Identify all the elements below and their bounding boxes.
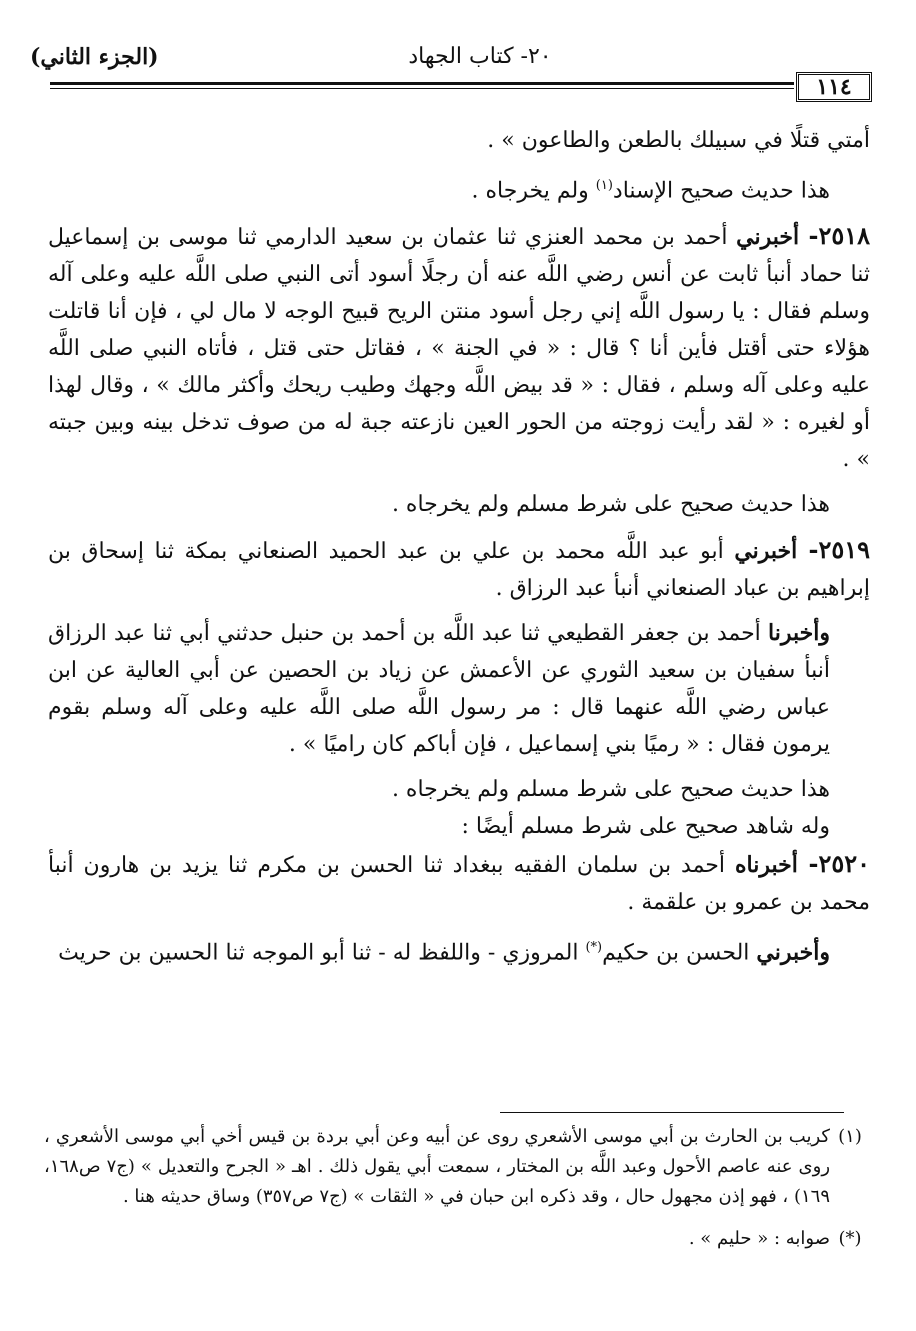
text-run: هذا حديث صحيح الإسناد [612,178,830,204]
footnote-separator [500,1112,844,1113]
keyword: وأخبرني [756,939,830,966]
footnote-1 [44,1122,870,1212]
hadith-2519 [48,531,870,607]
hadith-text: أبو عبد اللَّه محمد بن علي بن عبد الحميد الصنعاني بمكة ثنا إسحاق بن إبراهيم بن عباد الصنعاني أنبأ عبد الرزاق . [48,539,870,602]
hadith-number: ٢٥٢٠- [808,849,870,879]
main-text [48,122,870,972]
grading-note [48,771,870,808]
hadith-2520 [48,845,870,921]
supporting-note [48,808,870,845]
text-run: الحسن بن حكيم [602,940,757,966]
footnotes [44,1122,870,1254]
footnote-ref: (*) [585,940,603,956]
footnote-ref: (١) [595,178,613,193]
text-run: ولم يخرجاه . [471,178,596,204]
hadith-2518 [48,217,870,478]
hadith-text: أحمد بن سلمان الفقيه ببغداد ثنا الحسن بن مكرم ثنا يزيد بن هارون أنبأ محمد بن عمرو بن علقمة . [48,853,870,916]
page-number: ١١٤ [796,72,872,102]
keyword: أخبرناه [734,852,809,879]
text-run: المروزي - واللفظ له - ثنا أبو الموجه ثنا الحسين بن حريث [58,940,586,966]
isnad-paragraph [48,615,870,763]
running-title: ٢٠- كتاب الجهاد [408,44,552,69]
grading-note [48,167,870,209]
keyword: أخبرني [736,224,809,251]
footnote-2 [44,1224,870,1254]
isnad-paragraph [48,929,870,971]
header-rule [50,82,794,85]
text-run: وله شاهد صحيح على شرط مسلم أيضًا : [461,814,830,840]
footnote-marker: (*) [838,1228,862,1249]
footnote-text: صوابه : « حليم » . [688,1228,830,1249]
hadith-number: ٢٥١٨- [808,221,870,251]
footnote-text: كريب بن الحارث بن أبي موسى الأشعري روى عن أبيه وعن أبي بردة بن قيس أخي أبي موسى الأشعري ، روى عنه عاصم الأحول وعبد اللَّه بن المختار ، سمعت أبي يقول ذلك . اهـ « الجرح والتعديل » (ج٧ ص١٦٨، ١٦٩) ، فهو إذن مجهول حال ، وقد ذكره ابن حبان في « الثقات » (ج٧ ص٣٥٧) وساق حديثه هنا . [44,1126,831,1207]
text-run: أمتي قتلًا في سبيلك بالطعن والطاعون » . [487,128,870,153]
volume-label: (الجزء الثاني) [30,44,159,70]
hadith-text: أحمد بن محمد العنزي ثنا عثمان بن سعيد الدارمي ثنا موسى بن إسماعيل ثنا حماد أنبأ ثابت عن أنس رضي اللَّه عنه أن رجلًا أسود أتى النبي صلى اللَّه عليه وعلى آله وسلم فقال : يا رسول اللَّه إني رجل أسود منتن الريح قبيح الوجه لا مال لي ، فإن أنا قاتلت هؤلاء حتى أقتل فأين أنا ؟ قال : « في الجنة » ، فقاتل حتى قتل ، فأتاه النبي صلى اللَّه عليه وعلى آله وسلم ، فقال : « قد بيض اللَّه وجهك وطيب ريحك وأكثر مالك » ، وقال لهذا أو لغيره : « لقد رأيت زوجته من الحور العين نازعته جبة له من صوف تدخل بينه وبين جبته » . [48,225,870,473]
hadith-text: أحمد بن جعفر القطيعي ثنا عبد اللَّه بن أحمد بن حنبل حدثني أبي ثنا عبد الرزاق أنبأ سفيان بن سعيد الثوري عن الأعمش عن زياد بن الحصين عن أبي العالية عن ابن عباس رضي اللَّه عنهما قال : مر رسول اللَّه صلى اللَّه عليه وعلى آله وسلم بقوم يرمون فقال : « رميًا بني إسماعيل ، فإن أباكم كان راميًا » . [48,621,830,758]
paragraph [48,122,870,159]
grading-note [48,486,870,523]
footnote-marker: (١) [838,1126,862,1147]
keyword: أخبرني [734,538,809,565]
keyword: وأخبرنا [768,620,830,647]
hadith-number: ٢٥١٩- [808,535,871,565]
text-run: هذا حديث صحيح على شرط مسلم ولم يخرجاه . [391,777,830,803]
text-run: هذا حديث صحيح على شرط مسلم ولم يخرجاه . [391,492,830,518]
header-rule-thin [50,88,794,89]
